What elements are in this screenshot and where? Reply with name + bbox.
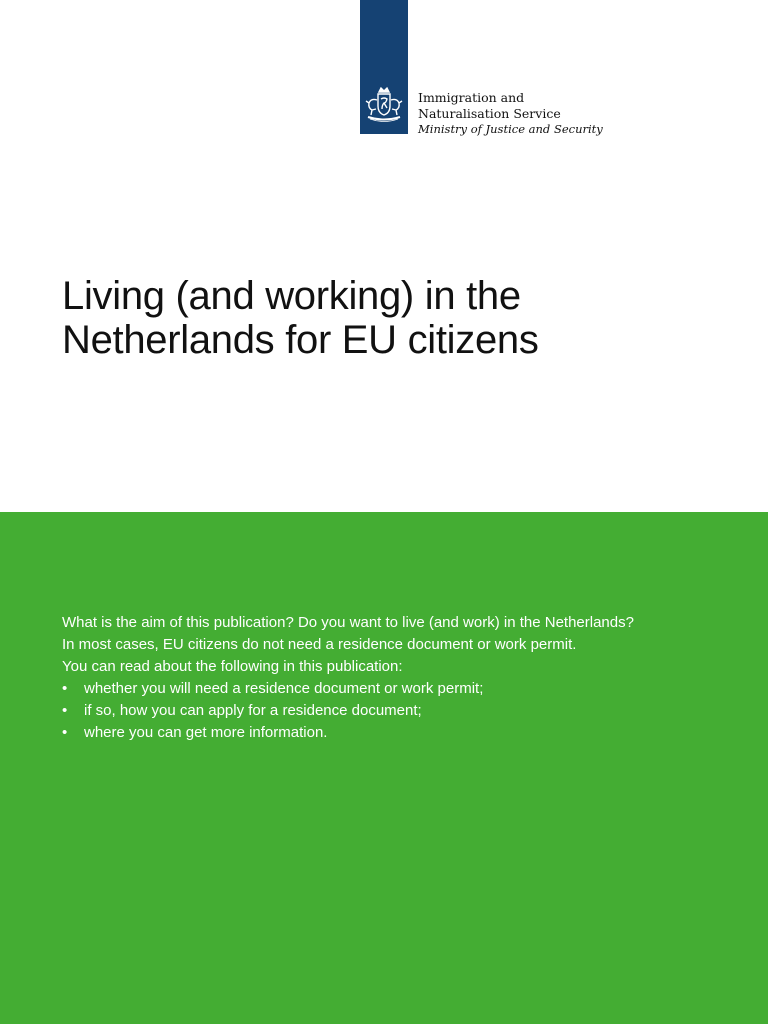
list-item-text: if so, how you can apply for a residence document;	[84, 702, 422, 719]
list-item-text: whether you will need a residence document or work permit;	[84, 680, 484, 697]
ministry-name: Ministry of Justice and Security	[418, 122, 603, 136]
list-item	[62, 700, 722, 722]
page-title	[62, 274, 662, 362]
list-item	[62, 678, 722, 700]
bullet-icon: •	[62, 680, 68, 697]
bullet-icon: •	[62, 702, 68, 719]
intro-line-1: What is the aim of this publication? Do you want to live (and work) in the Netherlands?	[62, 614, 634, 631]
title-line-2: Netherlands for EU citizens	[62, 318, 539, 362]
organisation-block	[418, 90, 618, 137]
intro-text	[62, 612, 722, 744]
organisation-name: Immigration and Naturalisation Service	[418, 90, 561, 121]
logo-bar	[360, 0, 408, 134]
intro-line-3: You can read about the following in this publication:	[62, 658, 403, 675]
list-item	[62, 722, 722, 744]
intro-panel	[0, 512, 768, 1024]
intro-line-2: In most cases, EU citizens do not need a residence document or work permit.	[62, 636, 577, 653]
bullet-icon: •	[62, 724, 68, 741]
crest-icon	[363, 86, 405, 124]
topics-list	[62, 678, 722, 744]
title-line-1: Living (and working) in the	[62, 274, 521, 318]
list-item-text: where you can get more information.	[84, 724, 328, 741]
